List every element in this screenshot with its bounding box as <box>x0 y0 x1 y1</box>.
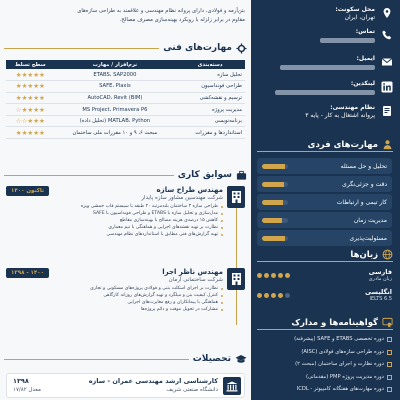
personal-skill-label: کار تیمی و ارتباطات <box>336 198 387 206</box>
table-row <box>6 104 245 116</box>
license-value: پروانه اشتغال به کار - پایه ۳ <box>305 112 375 119</box>
certificate-item <box>257 386 392 393</box>
job-date: ۱۴۰۰ تاکنون <box>6 186 49 196</box>
linkedin-redacted[interactable] <box>275 90 375 95</box>
job-bullet: طراحی سازه ۳ ساختمان بلندمرتبه ۲۰ طبقه با سیستم قاب خمشی ویژه <box>6 203 223 210</box>
personal-skill-bar-fill <box>262 218 282 223</box>
col-tool: نرم‌افزار / مهارت <box>55 60 176 69</box>
contact-license <box>257 104 393 120</box>
education-heading <box>4 352 247 366</box>
level-dot <box>264 293 269 298</box>
email-label: ایمیل: <box>356 55 375 62</box>
job-bullet: کنترل کیفیت بتن و میلگرد و تهیه گزارش‌های روزانه کارگاهی <box>6 292 223 299</box>
personal-skill-label: تحلیل و حل مسئله <box>340 162 387 170</box>
job-entry <box>6 268 245 313</box>
table-row <box>6 115 245 127</box>
personal-skill-item <box>257 194 392 210</box>
skill-stars: ★★★★★ <box>6 81 55 93</box>
location-value: تهران، ایران <box>344 14 375 21</box>
level-dot <box>257 273 262 278</box>
language-item <box>257 288 392 302</box>
job-bullet: هماهنگی با پیمانکاران و رفع مغایرت‌های اجرایی <box>6 299 223 306</box>
person-group-icon <box>382 139 393 150</box>
job-title: مهندس ناظر اجرا <box>162 268 223 276</box>
personal-skill-bar-fill <box>262 182 284 187</box>
contact-phone <box>257 28 393 43</box>
university-icon <box>223 377 241 395</box>
certificate-item <box>257 349 392 356</box>
certificates-title: گواهینامه‌ها و مدارک <box>291 317 378 328</box>
job-bullets <box>6 203 223 238</box>
job-bullet: مشارکت در تحویل موقت و دائم پروژه‌ها <box>6 306 223 313</box>
sidebar <box>251 0 400 400</box>
tech-skills-title: مهارت‌های فنی <box>163 43 232 53</box>
skill-stars: ★★★★★ <box>6 92 55 104</box>
personal-skill-item <box>257 230 392 246</box>
education-title: تحصیلات <box>192 354 231 364</box>
skill-stars: ★★★★★ <box>6 127 55 139</box>
linkedin-icon <box>380 80 393 93</box>
email-redacted[interactable] <box>280 65 375 70</box>
skill-category: برنامه‌نویسی <box>175 115 245 127</box>
experience-title: سوابق کاری <box>177 170 232 180</box>
skill-category: مدیریت پروژه <box>175 104 245 116</box>
personal-skill-bar <box>262 182 288 187</box>
location-pin-icon <box>380 6 393 19</box>
skill-stars: ★★★☆☆ <box>6 115 55 127</box>
skill-tool: MATLAB، Python (تحلیل داده) <box>55 115 176 127</box>
language-item <box>257 268 392 282</box>
linkedin-label: لینکدین: <box>350 80 375 87</box>
personal-skill-item <box>257 176 392 192</box>
briefcase-icon <box>236 170 247 181</box>
job-company: شرکت ساختمانی آرمان <box>168 277 223 283</box>
level-dot <box>257 293 262 298</box>
certificate-item <box>257 336 392 343</box>
experience-heading <box>4 168 247 182</box>
level-dot <box>285 273 290 278</box>
personal-skill-bar-fill <box>262 200 283 205</box>
email-icon <box>380 55 393 68</box>
university: دانشگاه صنعتی شریف <box>166 387 218 393</box>
tech-skills-heading <box>4 41 247 55</box>
personal-skill-item <box>257 158 392 174</box>
personal-skill-bar-fill <box>262 164 285 169</box>
personal-skills-title: مهارت‌های فردی <box>307 139 378 150</box>
profile-summary <box>6 7 245 24</box>
gear-icon <box>236 43 247 54</box>
certificate-label: دوره تخصصی ETABS و SAFE (پیشرفته) <box>294 336 384 342</box>
phone-icon <box>380 28 393 41</box>
language-name: انگلیسی <box>365 288 392 296</box>
phone-label: تماس: <box>355 28 375 35</box>
level-dot <box>271 273 276 278</box>
contact-email <box>257 55 393 70</box>
heading-divider <box>4 48 159 49</box>
job-title: مهندس طراح سازه <box>156 186 223 194</box>
license-label: نظام مهندسی: <box>330 104 375 111</box>
skill-category: ترسیم و نقشه‌کشی <box>175 92 245 104</box>
table-row <box>6 92 245 104</box>
level-dot <box>278 293 283 298</box>
job-bullet: تهیه گزارش‌های فنی مطابق با استانداردهای نظام مهندسی <box>6 231 223 238</box>
heading-divider <box>4 175 174 176</box>
summary-line-2: مقاوم در برابر زلزله با رویکرد بهینه‌سازی مصرف مصالح. <box>119 16 245 23</box>
table-row <box>6 81 245 93</box>
personal-skill-bar <box>262 218 288 223</box>
level-dot <box>278 273 283 278</box>
skill-category: تحلیل سازه <box>175 69 245 81</box>
personal-skill-label: دقت و جزئی‌نگری <box>342 180 387 188</box>
certificate-item <box>257 361 392 368</box>
personal-skill-label: مدیریت زمان <box>353 216 387 224</box>
personal-skill-bar <box>262 200 288 205</box>
contact-location <box>257 6 393 22</box>
graduation-cap-icon <box>235 354 247 365</box>
certificate-icon <box>382 317 393 328</box>
certificates-heading <box>257 316 393 330</box>
personal-skills-heading <box>257 138 393 152</box>
job-company: شرکت مهندسین مشاور سازه پایدار <box>141 195 223 201</box>
personal-skill-item <box>257 212 392 228</box>
skill-tool: ETABS، SAP2000 <box>55 69 176 81</box>
graduation-year: ۱۳۹۸ <box>13 377 29 385</box>
col-category: دسته‌بندی <box>175 60 245 69</box>
skill-stars: ★★★★☆ <box>6 104 55 116</box>
personal-skill-bar-fill <box>262 236 285 241</box>
language-dots <box>257 293 290 298</box>
language-dots <box>257 273 290 278</box>
job-bullet: مدل‌سازی و تحلیل سازه با ETABS و طراحی فونداسیون با SAFE <box>6 210 223 217</box>
bullet-square <box>387 337 392 342</box>
certificate-label: دوره مهارت‌های هفتگانه کامپیوتر - ICDL <box>296 386 384 392</box>
certificate-label: دوره طراحی سازه‌های فولادی (AISC) <box>301 348 384 355</box>
languages-heading <box>257 248 393 262</box>
job-bullet: نظارت بر اجرای اسکلت بتنی و فولادی پروژه‌های مسکونی و تجاری <box>6 285 223 292</box>
skill-category: طراحی فونداسیون <box>175 81 245 93</box>
bullet-square <box>387 375 392 380</box>
col-level: سطح تسلط <box>6 60 55 69</box>
contact-linkedin <box>257 80 393 95</box>
job-bullet: نظارت بر تهیه نقشه‌های اجرایی و هماهنگی با تیم معماری <box>6 224 223 231</box>
bullet-square <box>387 350 392 355</box>
job-date: ۱۳۹۸ - ۱۴۰۰ <box>6 268 49 278</box>
location-label: محل سکونت: <box>335 6 375 13</box>
table-header-row <box>6 60 245 69</box>
building-icon <box>227 186 245 208</box>
personal-skill-bar <box>262 164 288 169</box>
bullet-square <box>387 387 392 392</box>
level-dot <box>264 273 269 278</box>
heading-divider <box>4 359 189 360</box>
education-entry <box>6 373 245 398</box>
summary-line-1: بتن‌آرمه و فولادی، دارای پروانه نظام مهندسی و علاقمند به طراحی سازه‌های <box>77 8 245 14</box>
skill-tool: SAFE، Plaxis <box>55 81 176 93</box>
personal-skill-label: مسئولیت‌پذیری <box>349 234 387 242</box>
skill-tool: AutoCAD، Revit (BIM) <box>55 92 176 104</box>
job-bullet: کاهش ۱۵ درصدی هزینه مصالح با بهینه‌سازی مقاطع <box>6 217 223 224</box>
table-row <box>6 127 245 139</box>
languages-title: زبان‌ها <box>350 249 378 260</box>
level-dot <box>271 293 276 298</box>
gpa: معدل ۱۷/۸۲ <box>13 387 41 393</box>
building-icon <box>227 268 245 290</box>
skill-stars: ★★★★★ <box>6 69 55 81</box>
phone-redacted <box>320 38 375 43</box>
license-badge-icon <box>380 104 393 117</box>
tech-skills-table <box>6 60 245 139</box>
degree: کارشناسی ارشد مهندسی عمران - سازه <box>88 377 218 385</box>
certificate-label: دوره نظارت و اجرای ساختمان (مبحث ۲) <box>295 361 384 367</box>
job-entry <box>6 186 245 238</box>
language-level: IELTS 6.5 <box>369 296 392 302</box>
level-dot <box>285 293 290 298</box>
skill-tool: MS Project، Primavera P6 <box>55 104 176 116</box>
certificate-label: دوره مدیریت پروژه PMP (مقدماتی) <box>305 373 384 380</box>
table-row <box>6 69 245 81</box>
language-level: زبان مادری <box>368 276 392 282</box>
certificate-item <box>257 374 392 381</box>
job-bullets <box>6 285 223 313</box>
personal-skill-bar <box>262 236 288 241</box>
bullet-square <box>387 362 392 367</box>
language-name: فارسی <box>368 268 392 276</box>
globe-icon <box>382 249 393 260</box>
skill-tool: مبحث ۶، ۹ و ۱۰ مقررات ملی ساختمان <box>55 127 176 139</box>
skill-category: استانداردها و مقررات <box>175 127 245 139</box>
